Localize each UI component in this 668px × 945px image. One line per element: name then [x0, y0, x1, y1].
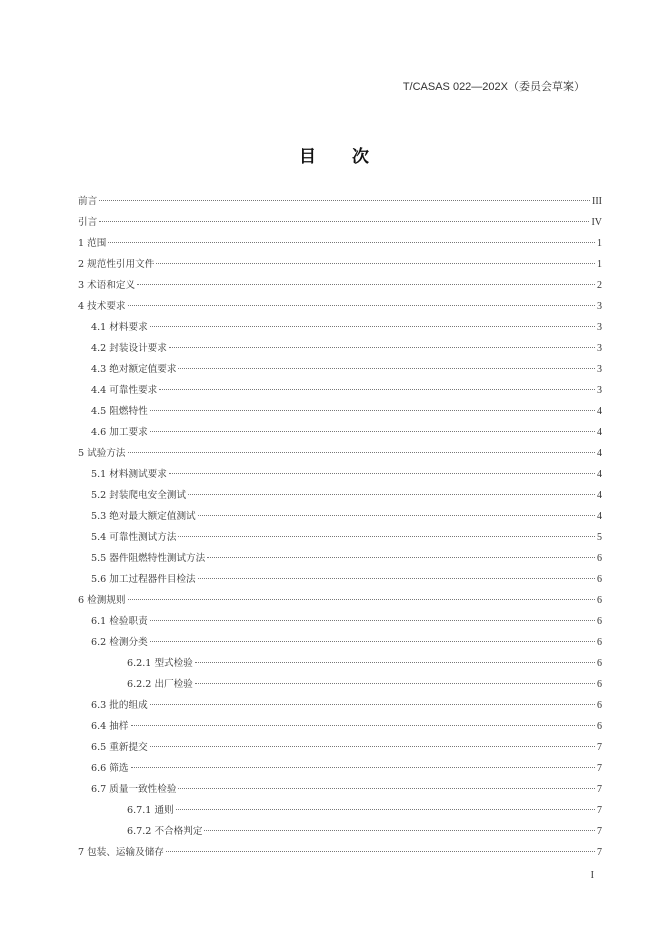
- toc-leader-dots: [150, 746, 595, 747]
- toc-entry-label: 2 规范性引用文件: [78, 259, 155, 270]
- toc-leader-dots: [131, 725, 596, 726]
- toc-entry[interactable]: [78, 212, 602, 233]
- toc-entry-label: 4.1 材料要求: [91, 322, 148, 333]
- toc-entry[interactable]: [78, 695, 602, 716]
- toc-entry-page: 6: [597, 721, 602, 732]
- toc-leader-dots: [150, 704, 595, 705]
- toc-entry[interactable]: [78, 653, 602, 674]
- toc-entry-page: 6: [597, 574, 602, 585]
- toc-entry-label: 6.2.1 型式检验: [127, 658, 193, 669]
- toc-entry[interactable]: [78, 443, 602, 464]
- toc-leader-dots: [178, 788, 595, 789]
- toc-entry[interactable]: [78, 359, 602, 380]
- toc-leader-dots: [169, 347, 595, 348]
- toc-entry[interactable]: [78, 191, 602, 212]
- toc-entry-page: 3: [597, 343, 602, 354]
- toc-entry-label: 4.5 阻燃特性: [91, 406, 148, 417]
- toc-leader-dots: [169, 473, 595, 474]
- toc-entry-label: 4.2 封装设计要求: [91, 343, 167, 354]
- toc-entry-label: 4.4 可靠性要求: [91, 385, 158, 396]
- toc-entry-label: 前言: [78, 196, 98, 207]
- toc-leader-dots: [150, 431, 595, 432]
- toc-entry-page: 3: [597, 322, 602, 333]
- toc-entry[interactable]: [78, 485, 602, 506]
- toc-entry-label: 5.6 加工过程器件目检法: [91, 574, 196, 585]
- toc-leader-dots: [195, 683, 595, 684]
- toc-entry-page: 2: [597, 280, 602, 291]
- toc-entry-label: 5 试验方法: [78, 448, 126, 459]
- toc-leader-dots: [198, 515, 595, 516]
- toc-entry[interactable]: [78, 275, 602, 296]
- toc-entry-page: 7: [597, 847, 602, 858]
- toc-leader-dots: [128, 305, 595, 306]
- toc-entry-label: 5.4 可靠性测试方法: [91, 532, 177, 543]
- toc-entry-page: 1: [597, 259, 602, 270]
- toc-entry[interactable]: [78, 569, 602, 590]
- toc-entry[interactable]: [78, 506, 602, 527]
- toc-entry-label: 6.2.2 出厂检验: [127, 679, 193, 690]
- standard-number: T/CASAS 022—202X（委员会草案）: [402, 81, 585, 93]
- toc-entry[interactable]: [78, 779, 602, 800]
- toc-entry-page: 6: [597, 700, 602, 711]
- toc-entry-page: 1: [597, 238, 602, 249]
- toc-title: 目次: [299, 147, 405, 167]
- toc-entry[interactable]: [78, 590, 602, 611]
- toc-entry-label: 5.3 绝对最大额定值测试: [91, 511, 196, 522]
- toc-entry-label: 6.2 检测分类: [91, 637, 148, 648]
- toc-entry-page: 4: [597, 490, 602, 501]
- toc-entry-page: 4: [597, 427, 602, 438]
- toc-entry[interactable]: [78, 464, 602, 485]
- toc-entry[interactable]: [78, 422, 602, 443]
- toc-entry[interactable]: [78, 527, 602, 548]
- toc-entry-label: 6.7.1 通则: [127, 805, 174, 816]
- toc-entry-page: 6: [597, 595, 602, 606]
- toc-entry[interactable]: [78, 758, 602, 779]
- toc-entry-page: 7: [597, 742, 602, 753]
- toc-leader-dots: [108, 242, 595, 243]
- toc-entry-page: 6: [597, 553, 602, 564]
- toc-leader-dots: [99, 200, 590, 201]
- toc-entry[interactable]: [78, 338, 602, 359]
- toc-leader-dots: [131, 767, 596, 768]
- toc-entry[interactable]: [78, 632, 602, 653]
- toc-entry-label: 5.5 器件阻燃特性测试方法: [91, 553, 206, 564]
- toc-entry[interactable]: [78, 296, 602, 317]
- toc-entry-label: 6.1 检验职责: [91, 616, 148, 627]
- toc-entry-label: 6.3 批的组成: [91, 700, 148, 711]
- toc-entry[interactable]: [78, 233, 602, 254]
- toc-entry-page: III: [592, 196, 602, 207]
- toc-entry-page: 4: [597, 406, 602, 417]
- toc-entry-label: 4 技术要求: [78, 301, 126, 312]
- table-of-contents: [78, 191, 602, 863]
- toc-entry-label: 5.2 封装爬电安全测试: [91, 490, 187, 501]
- toc-entry-page: 6: [597, 637, 602, 648]
- toc-leader-dots: [128, 452, 595, 453]
- toc-entry-label: 6.4 抽样: [91, 721, 129, 732]
- toc-entry-page: 4: [597, 511, 602, 522]
- toc-entry-label: 5.1 材料测试要求: [91, 469, 167, 480]
- toc-entry-label: 7 包装、运输及储存: [78, 847, 164, 858]
- toc-entry[interactable]: [78, 401, 602, 422]
- toc-leader-dots: [156, 263, 595, 264]
- toc-entry-label: 6 检测规则: [78, 595, 126, 606]
- toc-entry-page: 7: [597, 826, 602, 837]
- toc-entry-page: 7: [597, 763, 602, 774]
- toc-leader-dots: [150, 326, 595, 327]
- toc-entry[interactable]: [78, 317, 602, 338]
- toc-entry[interactable]: [78, 254, 602, 275]
- toc-entry-page: 3: [597, 385, 602, 396]
- toc-entry[interactable]: [78, 800, 602, 821]
- toc-entry[interactable]: [78, 380, 602, 401]
- toc-leader-dots: [150, 410, 595, 411]
- toc-entry-label: 4.3 绝对额定值要求: [91, 364, 177, 375]
- toc-entry-page: 6: [597, 658, 602, 669]
- toc-leader-dots: [137, 284, 595, 285]
- toc-entry[interactable]: [78, 674, 602, 695]
- toc-entry-page: 3: [597, 364, 602, 375]
- toc-leader-dots: [195, 662, 595, 663]
- toc-entry-page: IV: [591, 217, 602, 228]
- toc-entry-page: 6: [597, 616, 602, 627]
- toc-entry[interactable]: [78, 716, 602, 737]
- toc-leader-dots: [150, 620, 595, 621]
- toc-entry[interactable]: [78, 548, 602, 569]
- toc-leader-dots: [166, 851, 595, 852]
- toc-entry[interactable]: [78, 737, 602, 758]
- toc-leader-dots: [128, 599, 595, 600]
- toc-entry[interactable]: [78, 821, 602, 842]
- page-number: I: [590, 870, 594, 881]
- toc-entry-label: 引言: [78, 217, 98, 228]
- toc-entry-page: 6: [597, 679, 602, 690]
- toc-leader-dots: [176, 809, 595, 810]
- toc-entry-label: 6.7.2 不合格判定: [127, 826, 203, 837]
- toc-leader-dots: [188, 494, 595, 495]
- toc-entry-page: 4: [597, 448, 602, 459]
- toc-leader-dots: [204, 830, 595, 831]
- toc-entry-label: 6.5 重新提交: [91, 742, 148, 753]
- toc-entry-label: 6.7 质量一致性检验: [91, 784, 177, 795]
- toc-leader-dots: [198, 578, 595, 579]
- toc-leader-dots: [178, 368, 595, 369]
- toc-leader-dots: [207, 557, 595, 558]
- toc-entry-label: 6.6 筛选: [91, 763, 129, 774]
- toc-leader-dots: [159, 389, 595, 390]
- toc-entry-page: 7: [597, 805, 602, 816]
- toc-entry-page: 5: [597, 532, 602, 543]
- toc-leader-dots: [99, 221, 589, 222]
- toc-entry[interactable]: [78, 842, 602, 863]
- toc-entry-label: 4.6 加工要求: [91, 427, 148, 438]
- toc-leader-dots: [150, 641, 595, 642]
- toc-entry-label: 1 范围: [78, 238, 107, 249]
- toc-entry-page: 3: [597, 301, 602, 312]
- toc-entry-page: 4: [597, 469, 602, 480]
- toc-entry[interactable]: [78, 611, 602, 632]
- toc-entry-label: 3 术语和定义: [78, 280, 136, 291]
- toc-leader-dots: [178, 536, 595, 537]
- toc-entry-page: 7: [597, 784, 602, 795]
